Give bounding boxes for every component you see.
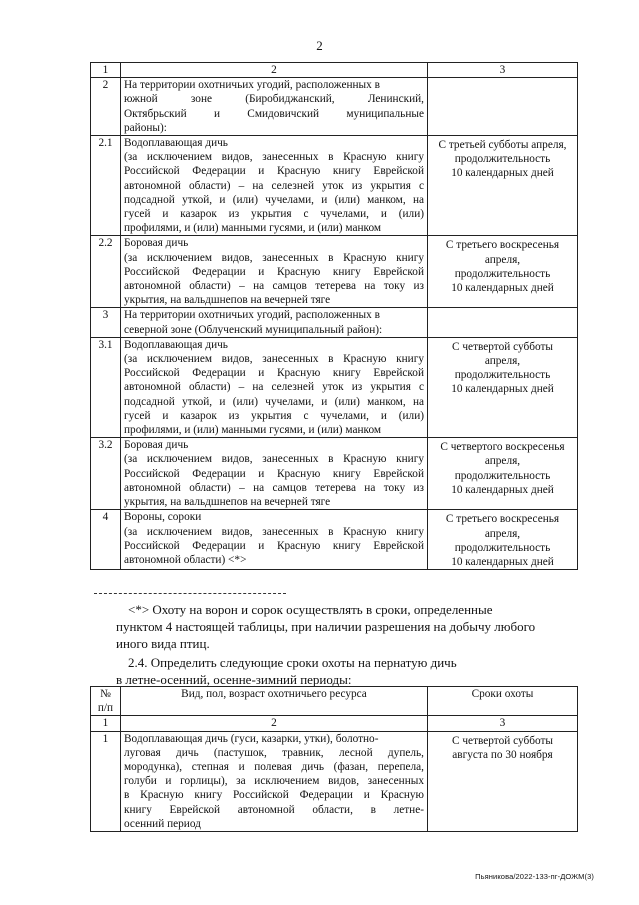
period-line: продолжительность [454, 267, 551, 280]
description-line: подсадной уткой, и (или) чучелами, и (или) манком, на [124, 395, 424, 408]
period-line: С четвертой субботы [452, 340, 553, 353]
column-index-3: 3 [428, 716, 578, 731]
row-period [428, 236, 578, 308]
row-description [121, 308, 428, 337]
description-line: Боровая дичь [124, 237, 189, 250]
footnote-separator [94, 593, 286, 594]
header-species: Вид, пол, возраст охотничьего ресурса [121, 687, 428, 716]
row-period [428, 308, 578, 337]
period-line: продолжительность [454, 469, 551, 482]
description-line: автономной области) – на самцов тетерева на току из [124, 280, 424, 293]
row-description [121, 236, 428, 308]
description-line: (за исключением видов, занесенных в Красную книгу [124, 251, 424, 264]
description-line: На территории охотничьих угодий, расположенных в [124, 309, 380, 322]
description-line: мородунка), степная и полевая дичь (фазан, перепела, [124, 761, 424, 774]
description-line: профилями, и (или) манными гусями, и (или) манком [124, 222, 382, 235]
description-line: Водоплавающая дичь [124, 137, 228, 150]
period-line: 10 календарных дней [451, 483, 554, 496]
period-line: продолжительность [454, 153, 551, 166]
row-description [121, 510, 428, 570]
period-line: августа по 30 ноября [452, 748, 553, 761]
table-row [91, 136, 578, 236]
description-line: автономной области) – на селезней уток из укрытия с [124, 381, 424, 394]
description-line: (за исключением видов, занесенных в Красную книгу [124, 353, 424, 366]
row-description [121, 438, 428, 510]
column-index-2: 2 [121, 63, 428, 78]
row-number: 3.2 [91, 438, 121, 510]
description-line: укрытия, на вальдшнепов на вечерней тяге [124, 496, 331, 509]
row-number: 3.1 [91, 337, 121, 437]
table-row [91, 78, 578, 136]
description-line: На территории охотничьих угодий, расположенных в [124, 79, 380, 92]
description-line: Вороны, сороки [124, 511, 202, 524]
row-description [121, 337, 428, 437]
description-line: профилями, и (или) манными гусями, и (или) манком [124, 424, 382, 437]
row-period [428, 731, 578, 831]
table-row [91, 731, 578, 831]
description-line: Водоплавающая дичь [124, 338, 228, 351]
footnote-line: <*> Охоту на ворон и сорок осуществлять в сроки, определенные [128, 602, 493, 617]
clause-line: 2.4. Определить следующие сроки охоты на пернатую дичь [128, 655, 457, 670]
row-period [428, 510, 578, 570]
table1-body [91, 63, 578, 570]
description-line: автономной области) – на самцов тетерева на току из [124, 481, 424, 494]
period-line: С четвертого воскресенья [440, 441, 565, 454]
description-line: в Красную книгу Российской Федерации и Красную [124, 789, 424, 802]
period-line: С третьей субботы апреля, [438, 139, 567, 152]
description-line: северной зоне (Облученский муниципальный район): [124, 323, 383, 336]
table-row [91, 236, 578, 308]
period-line: 10 календарных дней [451, 167, 554, 180]
table2-body [91, 687, 578, 832]
row-number: 2 [91, 78, 121, 136]
clause-2-4 [116, 654, 578, 688]
description-line: Российской Федерации и Красную книгу Еврейской [124, 367, 424, 380]
description-line: Водоплавающая дичь (гуси, казарки, утки), болотно- [124, 732, 379, 745]
row-period [428, 78, 578, 136]
description-line: гусей и казарок из укрытия с чучелами, и (или) [124, 409, 424, 422]
footnote-line: иного вида птиц. [116, 636, 210, 651]
period-line: продолжительность [454, 541, 551, 554]
table-row [91, 438, 578, 510]
period-line: продолжительность [454, 369, 551, 382]
page-number: 2 [316, 38, 323, 53]
row-period [428, 337, 578, 437]
description-line: голуби и горлицы), за исключением видов, занесенных [124, 775, 424, 788]
description-line: южной зоне (Биробиджанский, Ленинский, [124, 93, 424, 106]
description-line: (за исключением видов, занесенных в Красную книгу [124, 525, 424, 538]
description-line: (за исключением видов, занесенных в Красную книгу [124, 453, 424, 466]
description-line: (за исключением видов, занесенных в Красную книгу [124, 151, 424, 164]
period-line: 10 календарных дней [451, 282, 554, 295]
description-line: луговая дичь (пастушок, травник, лесной дупель, [124, 746, 424, 759]
period-line: 10 календарных дней [451, 383, 554, 396]
row-description [121, 731, 428, 831]
column-index-2: 2 [121, 716, 428, 731]
table-row [91, 510, 578, 570]
description-line: подсадной уткой, и (или) чучелами, и (или) манком, на [124, 193, 424, 206]
hunting-dates-table-spring [90, 62, 578, 570]
description-line: Боровая дичь [124, 439, 189, 452]
footnote-line: пунктом 4 настоящей таблицы, при наличии разрешения на добычу любого [116, 619, 536, 634]
row-description [121, 78, 428, 136]
description-line: книгу Еврейской автономной области, в летне- [124, 803, 424, 816]
description-line: автономной области) <*> [124, 553, 247, 566]
column-index-1: 1 [91, 63, 121, 78]
table-index-row [91, 716, 578, 731]
description-line: гусей и казарок из укрытия с чучелами, и (или) [124, 208, 424, 221]
header-number-line: п/п [97, 702, 114, 715]
row-period [428, 136, 578, 236]
row-number: 2.1 [91, 136, 121, 236]
document-code: Пьяникова/2022-133-пг-ДОЖМ(3) [475, 872, 594, 881]
row-number: 4 [91, 510, 121, 570]
period-line: апреля, [484, 455, 521, 468]
header-period: Сроки охоты [428, 687, 578, 716]
footnote [116, 601, 578, 652]
table-row [91, 337, 578, 437]
description-line: укрытия, на вальдшнепов на вечерней тяге [124, 294, 331, 307]
header-number-line: № [100, 688, 111, 700]
description-line: Российской Федерации и Красную книгу Еврейской [124, 539, 424, 552]
clause-line: в летне-осенний, осенне-зимний периоды: [116, 672, 352, 687]
hunting-dates-table-autumn [90, 686, 578, 832]
table-header-row [91, 687, 578, 716]
period-line: С четвертой субботы [452, 734, 553, 747]
description-line: Российской Федерации и Красную книгу Еврейской [124, 265, 424, 278]
period-line: апреля, [484, 527, 521, 540]
row-number: 2.2 [91, 236, 121, 308]
row-number: 1 [91, 731, 121, 831]
row-number: 3 [91, 308, 121, 337]
table-header-row [91, 63, 578, 78]
row-description [121, 136, 428, 236]
period-line: С третьего воскресенья [445, 239, 560, 252]
description-line: районы): [124, 121, 167, 134]
header-number [91, 687, 121, 716]
column-index-1: 1 [91, 716, 121, 731]
description-line: осенний период [124, 817, 201, 830]
column-index-3: 3 [428, 63, 578, 78]
description-line: Российской Федерации и Красную книгу Еврейской [124, 165, 424, 178]
description-line: Октябрьский и Смидовичский муниципальные [124, 107, 424, 120]
period-line: апреля, [484, 355, 521, 368]
period-line: апреля, [484, 253, 521, 266]
description-line: автономной области) – на селезней уток из укрытия с [124, 179, 424, 192]
table-row [91, 308, 578, 337]
description-line: Российской Федерации и Красную книгу Еврейской [124, 467, 424, 480]
period-line: 10 календарных дней [451, 555, 554, 568]
row-period [428, 438, 578, 510]
period-line: С третьего воскресенья [445, 513, 560, 526]
